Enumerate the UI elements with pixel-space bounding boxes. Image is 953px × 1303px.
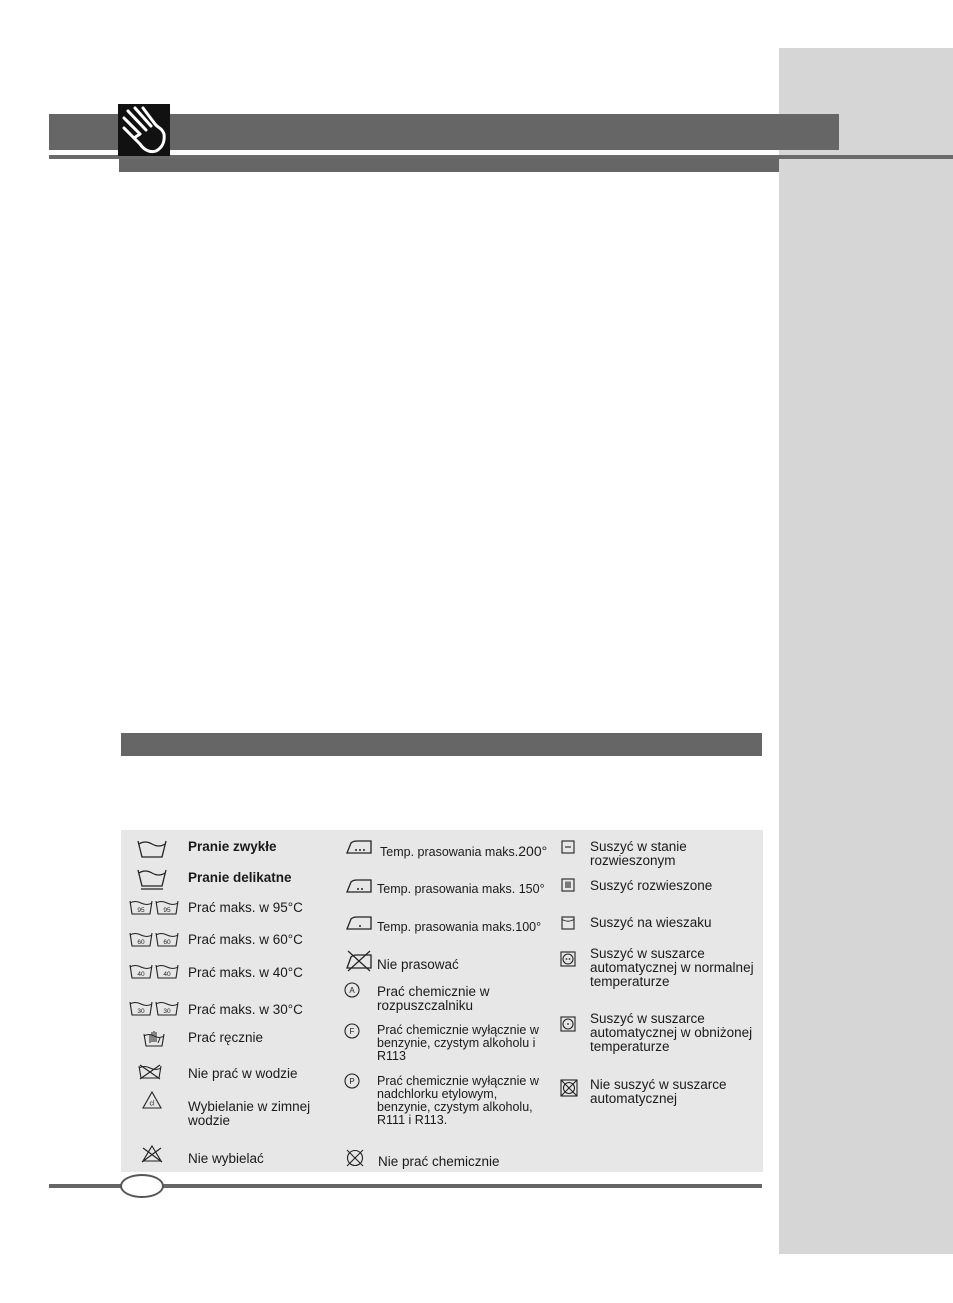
no-dry-clean-icon xyxy=(345,1148,365,1168)
wash-temp-right: 30 xyxy=(163,1008,171,1015)
iron-100-icon xyxy=(345,915,373,931)
wash-tub-delicate-icon xyxy=(137,867,167,891)
dry-clean-mark: P xyxy=(349,1077,355,1086)
care-label-wash-30: Prać maks. w 30°C xyxy=(188,1002,303,1017)
no-tumble-dry-icon xyxy=(560,1079,578,1097)
care-label-iron-200-text: Temp. prasowania maks. xyxy=(380,845,519,859)
tumble-dry-normal-icon xyxy=(560,951,576,967)
no-bleach-icon xyxy=(141,1145,163,1163)
care-label-iron-150: Temp. prasowania maks. 150° xyxy=(377,882,545,896)
header-subbar xyxy=(119,159,779,172)
care-label-iron-100: Temp. prasowania maks.100° xyxy=(377,920,542,934)
no-water-wash-icon xyxy=(138,1064,162,1080)
care-label-no-bleach: Nie wybielać xyxy=(188,1151,264,1166)
bleach-cold-icon xyxy=(142,1091,162,1109)
care-label-dry-flat: Suszyć w stanie rozwieszonym xyxy=(590,839,687,868)
wash-40-icon xyxy=(129,963,179,981)
care-label-wash-95: Prać maks. w 95°C xyxy=(188,900,303,915)
wash-30-icon xyxy=(129,1000,179,1018)
wash-temp-left: 60 xyxy=(137,939,145,946)
wash-temp-right: 95 xyxy=(163,907,171,914)
care-label-delicate-wash: Pranie delikatne xyxy=(188,870,292,885)
care-label-no-tumble-dry: Nie suszyć w suszarce automatycznej xyxy=(590,1077,727,1106)
care-label-normal-wash: Pranie zwykłe xyxy=(188,839,277,854)
care-label-wash-40: Prać maks. w 40°C xyxy=(188,965,303,980)
care-label-tumble-dry-normal: Suszyć w suszarce automatycznej w normalnej temperaturze xyxy=(590,946,754,989)
wash-temp-left: 40 xyxy=(137,971,145,978)
care-label-hand-wash: Prać ręcznie xyxy=(188,1030,264,1045)
care-label-dry-clean-solvent: Prać chemicznie w rozpuszczalniku xyxy=(377,984,490,1013)
care-label-tumble-dry-low: Suszyć w suszarce automatycznej w obniżonej temperaturze xyxy=(590,1011,753,1054)
dry-clean-a-icon xyxy=(344,982,360,998)
wash-60-icon xyxy=(129,931,179,949)
care-label-bleach-cold: Wybielanie w zimnej wodzie xyxy=(188,1099,311,1128)
tumble-dry-low-icon xyxy=(560,1016,576,1032)
wash-temp-right: 60 xyxy=(163,939,171,946)
bleach-mark: cl xyxy=(149,1100,155,1108)
dry-clean-mark: A xyxy=(349,986,355,995)
care-label-no-water: Nie prać w wodzie xyxy=(188,1066,298,1081)
line-dry-icon xyxy=(561,916,575,930)
dry-clean-f-icon xyxy=(344,1023,360,1039)
wash-temp-left: 30 xyxy=(137,1008,145,1015)
dry-clean-mark: F xyxy=(349,1027,355,1036)
drip-dry-icon xyxy=(561,878,575,892)
care-label-line-dry: Suszyć na wieszaku xyxy=(590,915,712,930)
no-iron-icon xyxy=(345,950,373,972)
dry-clean-p-icon xyxy=(344,1073,360,1089)
care-label-drip-dry: Suszyć rozwieszone xyxy=(590,878,713,893)
hand-wash-icon xyxy=(143,1028,165,1048)
side-margin-strip xyxy=(779,48,953,1254)
page-number-oval xyxy=(120,1174,164,1198)
wash-temp-right: 40 xyxy=(163,971,171,978)
iron-200-icon xyxy=(345,839,373,855)
wash-temp-left: 95 xyxy=(137,907,145,914)
dry-flat-icon xyxy=(561,840,575,854)
section-bar xyxy=(121,733,762,756)
iron-150-icon xyxy=(345,878,373,894)
care-label-no-dry-clean: Nie prać chemicznie xyxy=(378,1154,500,1169)
care-label-no-iron: Nie prasować xyxy=(377,957,459,972)
care-label-dry-clean-f: Prać chemicznie wyłącznie w benzynie, czystym alkoholu i R113 xyxy=(377,1023,539,1063)
care-label-wash-60: Prać maks. w 60°C xyxy=(188,932,303,947)
care-label-iron-200 xyxy=(380,845,547,859)
care-label-dry-clean-p: Prać chemicznie wyłącznie w nadchlorku etylowym, benzynie, czystym alkoholu, R111 i R113. xyxy=(377,1074,539,1127)
hand-icon xyxy=(118,104,170,156)
wash-tub-normal-icon xyxy=(137,838,167,860)
wash-95-icon xyxy=(129,899,179,917)
care-label-iron-200-temp: 200° xyxy=(518,843,548,859)
